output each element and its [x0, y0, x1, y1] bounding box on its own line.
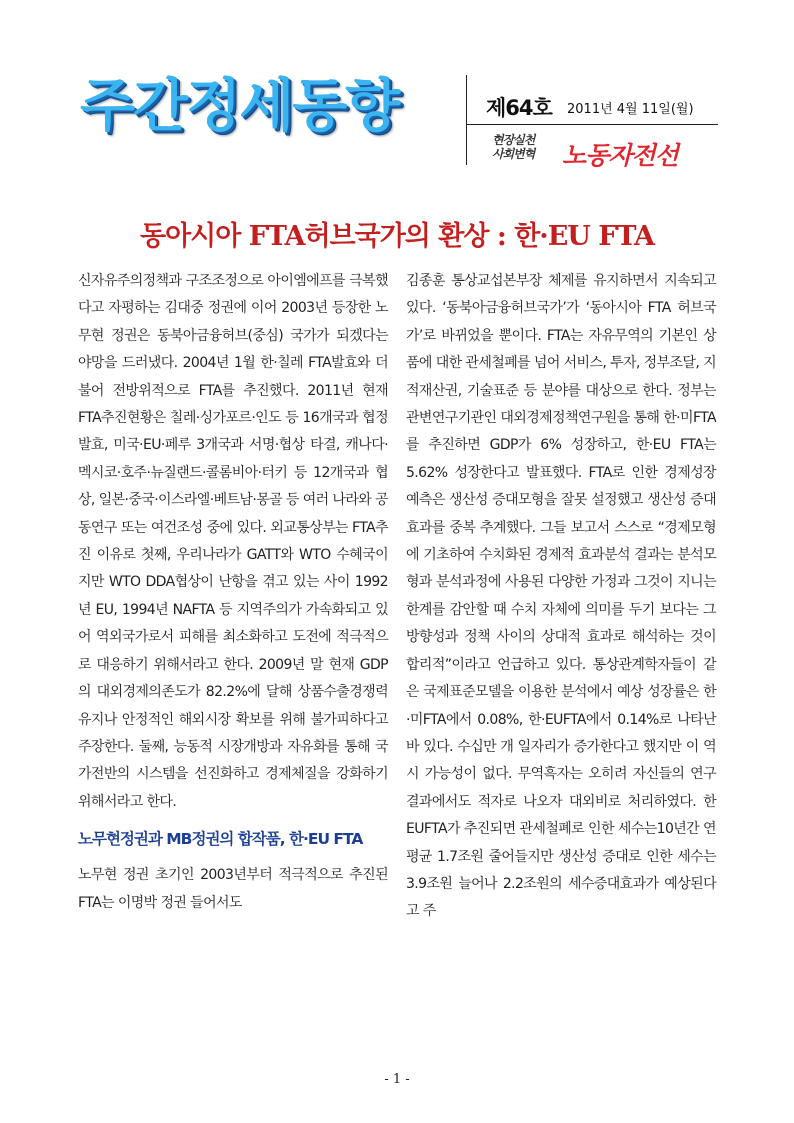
masthead-vertical-divider: [466, 75, 467, 165]
issue-date: 2011년 4월 11일(월): [567, 102, 694, 117]
masthead-horizontal-divider: [466, 124, 718, 125]
article-headline: 동아시아 FTA허브국가의 환상 : 한·EU FTA: [140, 221, 654, 252]
masthead: [0, 0, 794, 200]
section-subheading: 노무현정권과 MB정권의 합작품, 한·EU FTA: [78, 830, 363, 849]
right-column: [406, 268, 716, 926]
slogan-line-2: 사회변혁: [492, 147, 535, 161]
slogan: [492, 133, 556, 161]
slogan-line-1: 현장실천: [492, 133, 535, 147]
left-column: [78, 268, 388, 917]
page-number: - 1 -: [384, 1072, 410, 1087]
issue-number: 제64호: [486, 96, 552, 120]
left-paragraph-2: 노무현 정권 초기인 2003년부터 적극적으로 추진된 FTA는 이명박 정권 들어서도: [78, 867, 388, 911]
newsletter-title: 주간정세동향: [80, 73, 399, 139]
right-paragraph-1: 김종훈 통상교섭본부장 체제를 유지하면서 지속되고 있다. ‘동북아금융허브국가’가 ‘동아시아 FTA 허브국가’로 바뀌었을 뿐이다. FTA는 자유무역의 기본인 상품에 대한 관세철폐를 넘어 서비스, 투자, 정부조달, 지적재산권, 기술표준 등 분야를 대상으로 한다. 정부는 관변연구기관인 대외경제정책연구원을 통해 한·미FTA를 추진하면 GDP가 6% 성장하고, 한·EU FTA는 5.62% 성장한다고 발표했다. FTA로 인한 경제성장 예측은 생산성 증대모형을 잘못 설정했고 생산성 증대효과를 중복 추계했다. 그들 보고서 스스로 “경제모형에 기초하여 수치화된 경제적 효과분석 결과는 분석모형과 분석과정에 사용된 다양한 가정과 그것이 지니는 한계를 감안할 때 수치 자체에 의미를 두기 보다는 그 방향성과 정책 사이의 상대적 효과로 해석하는 것이 합리적”이라고 언급하고 있다. 통상관계학자들이 같은 국제표준모델을 이용한 분석에서 예상 성장률은 한·미FTA에서 0.08%, 한·EUFTA에서 0.14%로 나타난 바 있다. 수십만 개 일자리가 증가한다고 했지만 이 역시 가능성이 없다. 무역흑자는 오히려 자신들의 연구결과에서도 적자로 나오자 대외비로 처리하였다. 한EUFTA가 추진되면 관세철폐로 인한 세수는10년간 연평균 1.7조원 줄어들지만 생산성 증대로 인한 세수는 3.9조원 늘어나 2.2조원의 세수증대효과가 예상된다고 주: [406, 273, 716, 920]
left-paragraph-1: 신자유주의정책과 구조조정으로 아이엠에프를 극복했다고 자평하는 김대중 정권에 이어 2003년 등장한 노무현 정권은 동북아금융허브(중심) 국가가 되겠다는 야망을 드러냈다. 2004년 1월 한·칠레 FTA발효와 더불어 전방위적으로 FTA를 추진했다. 2011년 현재 FTA추진현황은 칠레·싱가포르·인도 등 16개국과 협정 발효, 미국·EU·페루 3개국과 서명·협상 타결, 캐나다·멕시코·호주·뉴질랜드·콜롬비아·터키 등 12개국과 협상, 일본·중국·이스라엘·베트남·몽골 등 여러 나라와 공동연구 또는 여건조성 중에 있다. 외교통상부는 FTA추진 이유로 첫째, 우리나라가 GATT와 WTO 수혜국이지만 WTO DDA협상이 난항을 겪고 있는 사이 1992년 EU, 1994년 NAFTA 등 지역주의가 가속화되고 있어 역외국가로서 피해를 최소화하고 도전에 적극적으로 대응하기 위해서라고 한다. 2009년 말 현재 GDP의 대외경제의존도가 82.2%에 달해 상품수출경쟁력유지나 안정적인 해외시장 확보를 위해 불가피하다고 주장한다. 둘째, 능동적 시장개방과 자유화를 통해 국가전반의 시스템을 선진화하고 경제체질을 강화하기 위해서라고 한다.: [78, 273, 388, 810]
organization-name: 노동자전선: [562, 141, 678, 170]
